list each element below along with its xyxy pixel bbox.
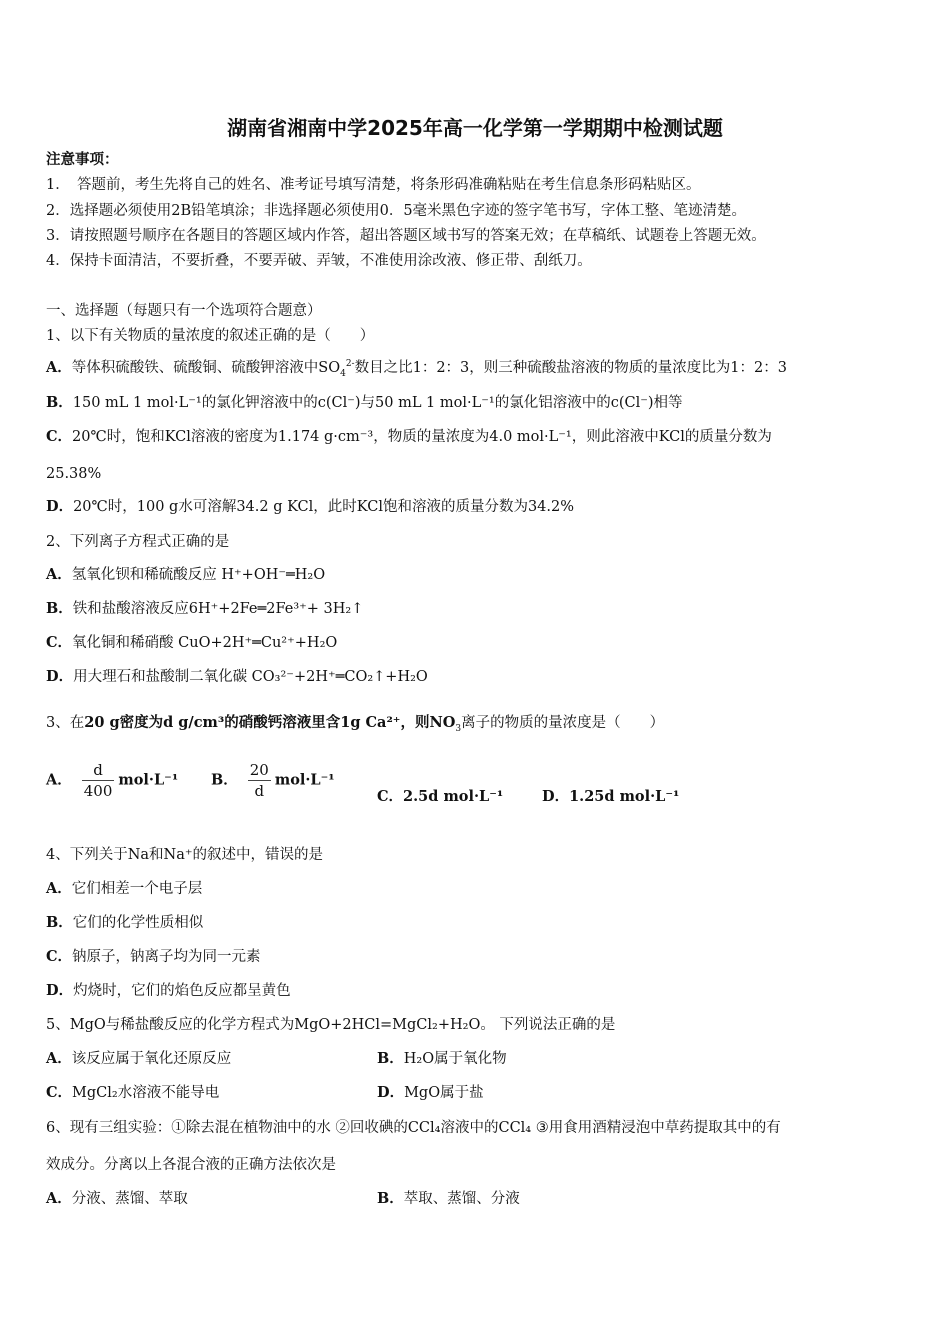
option-text: MgCl₂水溶液不能导电 xyxy=(72,1085,220,1101)
fraction xyxy=(248,760,271,801)
q2-option-a xyxy=(46,565,325,585)
option-text: 20℃时，饱和KCl溶液的密度为1.174 g·cm⁻³，物质的量浓度为4.0 mol·L⁻¹，则此溶液中KCl的质量分数为 xyxy=(72,429,772,445)
option-text: 150 mL 1 mol·L⁻¹的氯化钾溶液中的c(Cl⁻)与50 mL 1 mol·L⁻¹的氯化铝溶液中的c(Cl⁻)相等 xyxy=(72,395,683,411)
option-label: D． xyxy=(377,1084,405,1101)
q1-option-c-continued: 25.38% xyxy=(46,466,102,482)
option-text: 20℃时，100 g水可溶解34.2 g KCl，此时KCl饱和溶液的质量分数为34.2% xyxy=(73,499,575,515)
option-label: B． xyxy=(46,394,73,411)
denominator: 400 xyxy=(83,782,113,800)
stem-text: 3、在 xyxy=(46,715,85,731)
unit: mol·L⁻¹ xyxy=(118,771,179,789)
option-text: 等体积硫酸铁、硫酸铜、硫酸钾溶液中SO xyxy=(71,360,341,376)
stem-text: 离子的物质的量浓度是（ ） xyxy=(461,715,665,731)
q2-option-b xyxy=(46,599,363,619)
q4-option-d xyxy=(46,981,291,1001)
option-label: D． xyxy=(46,668,74,685)
notice-item: 1． 答题前，考生先将自己的姓名、准考证号填写清楚，将条形码准确粘贴在考生信息条形码粘贴区。 xyxy=(46,177,701,193)
denominator: d xyxy=(254,782,265,800)
q4-option-b xyxy=(46,913,203,933)
q2-option-c xyxy=(46,633,337,653)
notice-item: 4．保持卡面清洁，不要折叠，不要弄破、弄皱，不准使用涂改液、修正带、刮纸刀。 xyxy=(46,253,592,269)
section-heading: 一、选择题（每题只有一个选项符合题意） xyxy=(46,303,322,319)
option-label: B． xyxy=(46,600,73,617)
numerator: 20 xyxy=(249,761,269,779)
question-3-stem xyxy=(46,713,664,733)
stem-text-bold: 20 g密度为d g/cm³的硝酸钙溶液里含1g Ca²⁺，则NO xyxy=(84,714,456,731)
option-label: B． xyxy=(46,914,73,931)
option-label: C． xyxy=(46,428,73,445)
option-text: 铁和盐酸溶液反应6H⁺+2Fe═2Fe³⁺+ 3H₂↑ xyxy=(72,601,364,617)
option-text: 它们的化学性质相似 xyxy=(72,915,204,931)
option-text: 灼烧时，它们的焰色反应都呈黄色 xyxy=(73,983,291,999)
numerator: d xyxy=(82,760,115,781)
option-text: 氢氧化钡和稀硫酸反应 H⁺+OH⁻═H₂O xyxy=(71,567,326,583)
q5-option-b xyxy=(377,1049,507,1069)
notice-item: 2．选择题必须使用2B铅笔填涂；非选择题必须使用0．5毫米黑色字迹的签字笔书写，字体工整、笔迹清楚。 xyxy=(46,203,747,219)
q3-option-a xyxy=(46,760,178,801)
option-label: B． xyxy=(211,771,238,789)
q1-option-c xyxy=(46,427,772,447)
option-text: MgO属于盐 xyxy=(404,1085,484,1101)
superscript: 2- xyxy=(345,359,355,370)
notice-item: 3．请按照题号顺序在各题目的答题区域内作答，超出答题区域书写的答案无效；在草稿纸、试题卷上答题无效。 xyxy=(46,228,766,244)
option-text: 用大理石和盐酸制二氧化碳 CO₃²⁻+2H⁺═CO₂↑+H₂O xyxy=(73,669,428,685)
option-text: 氧化铜和稀硝酸 CuO+2H⁺═Cu²⁺+H₂O xyxy=(72,635,338,651)
question-2-stem: 2、下列离子方程式正确的是 xyxy=(46,534,230,550)
question-6-stem: 6、现有三组实验：①除去混在植物油中的水 ②回收碘的CCl₄溶液中的CCl₄ ③用食用酒精浸泡中草药提取其中的有 xyxy=(46,1120,781,1136)
option-label: C． xyxy=(377,788,404,805)
option-text: 数目之比1：2：3，则三种硫酸盐溶液的物质的量浓度比为1：2：3 xyxy=(354,360,787,376)
option-label: C． xyxy=(46,948,73,965)
option-label: A． xyxy=(46,880,72,897)
option-label: C． xyxy=(46,634,73,651)
fraction xyxy=(82,760,115,801)
option-text: 萃取、蒸馏、分液 xyxy=(403,1191,520,1207)
page-title: 湖南省湘南中学2025年高一化学第一学期期中检测试题 xyxy=(227,116,723,140)
option-text: 2.5d mol·L⁻¹ xyxy=(403,788,504,805)
option-label: A． xyxy=(46,1050,72,1067)
option-label: A． xyxy=(46,1190,72,1207)
option-label: D． xyxy=(46,982,74,999)
option-text: 1.25d mol·L⁻¹ xyxy=(569,788,680,805)
q1-option-d xyxy=(46,497,574,517)
unit: mol·L⁻¹ xyxy=(274,771,335,789)
q5-option-c xyxy=(46,1083,219,1103)
q3-option-b xyxy=(211,760,335,801)
option-text: 它们相差一个电子层 xyxy=(71,881,203,897)
option-label: A． xyxy=(46,771,72,789)
option-label: B． xyxy=(377,1050,404,1067)
option-text: H₂O属于氧化物 xyxy=(403,1051,507,1067)
q6-option-a xyxy=(46,1189,188,1209)
notice-heading: 注意事项： xyxy=(46,151,119,168)
option-text: 该反应属于氧化还原反应 xyxy=(71,1051,232,1067)
option-label: A． xyxy=(46,566,72,583)
q1-option-b xyxy=(46,393,683,413)
q5-option-a xyxy=(46,1049,231,1069)
q6-option-b xyxy=(377,1189,520,1209)
option-label: A． xyxy=(46,359,72,376)
q2-option-d xyxy=(46,667,428,687)
question-1-stem: 1、以下有关物质的量浓度的叙述正确的是（ ） xyxy=(46,328,375,344)
q5-option-d xyxy=(377,1083,484,1103)
option-label: D． xyxy=(46,498,74,515)
option-label: D． xyxy=(542,788,570,805)
subscript: 4 xyxy=(340,368,346,379)
q4-option-c xyxy=(46,947,261,967)
option-label: B． xyxy=(377,1190,404,1207)
question-5-stem: 5、MgO与稀盐酸反应的化学方程式为MgO+2HCl=MgCl₂+H₂O。 下列说法正确的是 xyxy=(46,1017,616,1033)
q1-option-a xyxy=(46,358,787,378)
q3-option-c xyxy=(377,785,503,806)
option-label: C． xyxy=(46,1084,73,1101)
q4-option-a xyxy=(46,879,202,899)
q3-option-d xyxy=(542,785,679,806)
option-text: 分液、蒸馏、萃取 xyxy=(71,1191,188,1207)
question-6-stem-continued: 效成分。分离以上各混合液的正确方法依次是 xyxy=(46,1157,336,1173)
option-text: 钠原子，钠离子均为同一元素 xyxy=(72,949,261,965)
subscript: 3 xyxy=(455,723,462,734)
question-4-stem: 4、下列关于Na和Na⁺的叙述中，错误的是 xyxy=(46,847,324,863)
